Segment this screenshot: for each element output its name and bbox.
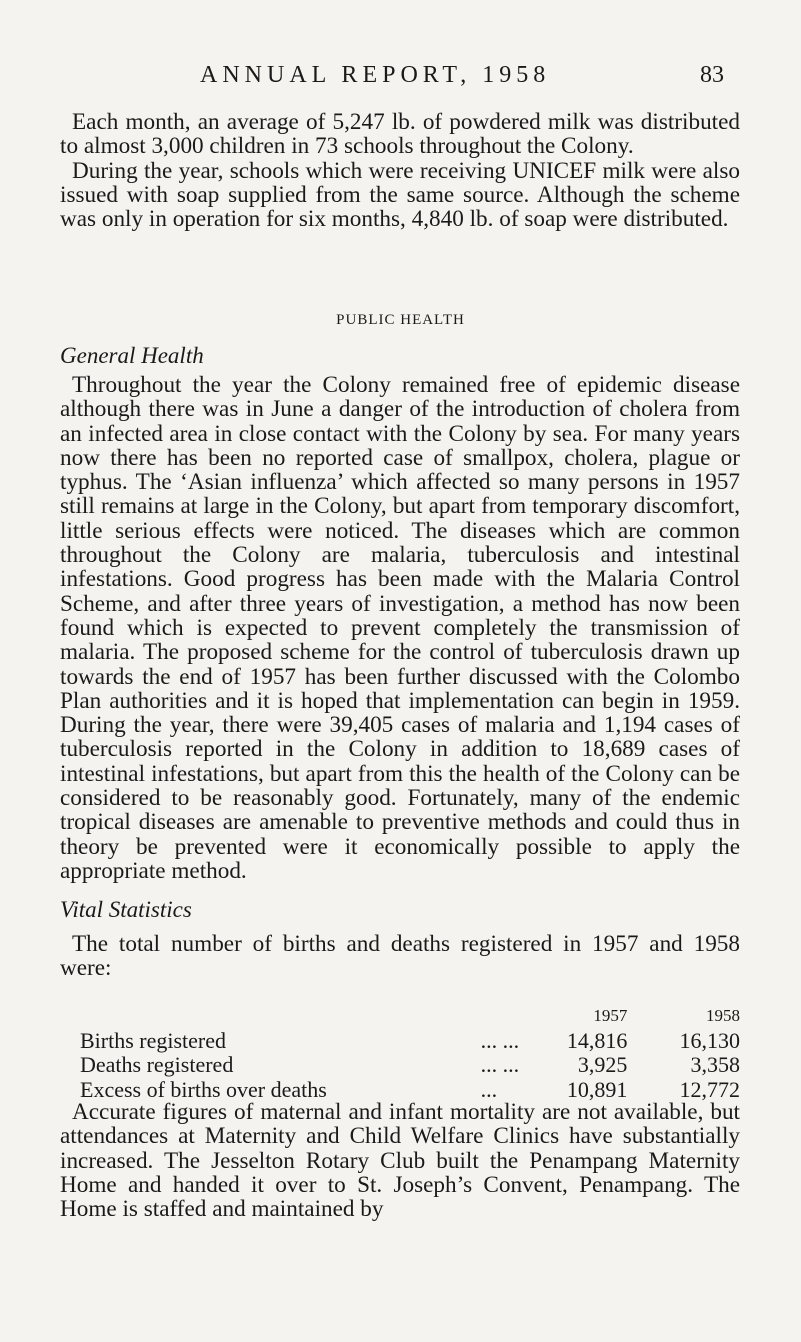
- soap-paragraph: During the year, schools which were receiving UNICEF milk were also issued with soap supplied from the same source. Although the scheme was only in operation for six months, 4,840 lb. of soap were distributed.: [60, 157, 740, 233]
- milk-paragraph: Each month, an average of 5,247 lb. of powdered milk was distributed to almost 3,000 children in 73 schools throughout the Colony.: [60, 109, 740, 160]
- maternity-paragraph: Accurate figures of maternal and infant mortality are not available, but attendances at Maternity and Child Welfare Clinics have substantially increased. The Jesselton Rotary Club built the Penampang Maternity Home and handed it over to St. Joseph’s Convent, Penampang. The Home is staffed and maintained by: [60, 1099, 740, 1223]
- row-value-1957: 3,925: [577, 1052, 628, 1077]
- row-label: Births registered: [80, 1027, 227, 1053]
- row-value-1958: 12,772: [679, 1076, 740, 1102]
- general-health-heading: General Health: [60, 343, 204, 368]
- column-header-1957: 1957: [593, 1006, 628, 1025]
- row-value-1957: 14,816: [566, 1027, 628, 1053]
- row-leader-dots: ... ...: [480, 1027, 520, 1053]
- column-header-1958: 1958: [706, 1006, 740, 1025]
- row-label: Deaths registered: [80, 1052, 234, 1077]
- row-value-1958: 3,358: [690, 1052, 740, 1077]
- row-leader-dots: ... ...: [480, 1052, 520, 1077]
- section-title-public-health: PUBLIC HEALTH: [336, 312, 465, 328]
- table-header-row: [60, 1004, 740, 1029]
- running-title: ANNUAL REPORT, 1958: [200, 62, 551, 88]
- general-health-paragraph: Throughout the year the Colony remained free of epidemic disease although there was in June a danger of the introduction of cholera from an infected area in close contact with the Colony by sea. For many years now there has been no reported case of smallpox, cholera, plague or typhus. The ‘Asian influenza’ which affected so many persons in 1957 still remains at large in the Colony, but apart from temporary discomfort, little serious effects were noticed. The diseases which are common throughout the Colony are malaria, tuberculosis and intestinal infestations. Good progress has been made with the Malaria Control Scheme, and after three years of investigation, a method has now been found which is expected to prevent completely the transmission of malaria. The proposed scheme for the control of tuberculosis drawn up towards the end of 1957 has been further discussed with the Colombo Plan authorities and it is hoped that implementation can begin in 1959. During the year, there were 39,405 cases of malaria and 1,194 cases of tuberculosis reported in the Colony in addition to 18,689 cases of intestinal infestations, but apart from this the health of the Colony can be considered to be reasonably good. Fortunately, many of the endemic tropical diseases are amenable to preventive methods and could thus in theory be prevented were it economically possible to apply the appropriate method.: [60, 372, 740, 884]
- vital-statistics-intro-block: [60, 932, 740, 981]
- intro-block: [60, 110, 740, 231]
- row-leader-dots: ...: [480, 1076, 498, 1102]
- row-value-1957: 10,891: [566, 1076, 628, 1102]
- table-row: [60, 1053, 740, 1078]
- maternity-block: [60, 1100, 740, 1221]
- vital-statistics-intro: The total number of births and deaths registered in 1957 and 1958 were:: [60, 931, 740, 982]
- general-health-block: [60, 373, 740, 883]
- vital-statistics-heading: Vital Statistics: [60, 897, 192, 922]
- table-row: [60, 1029, 740, 1054]
- vital-statistics-table: [60, 1004, 740, 1102]
- page-number: 83: [700, 62, 724, 88]
- row-label: Excess of births over deaths: [80, 1076, 327, 1102]
- row-value-1958: 16,130: [679, 1027, 740, 1053]
